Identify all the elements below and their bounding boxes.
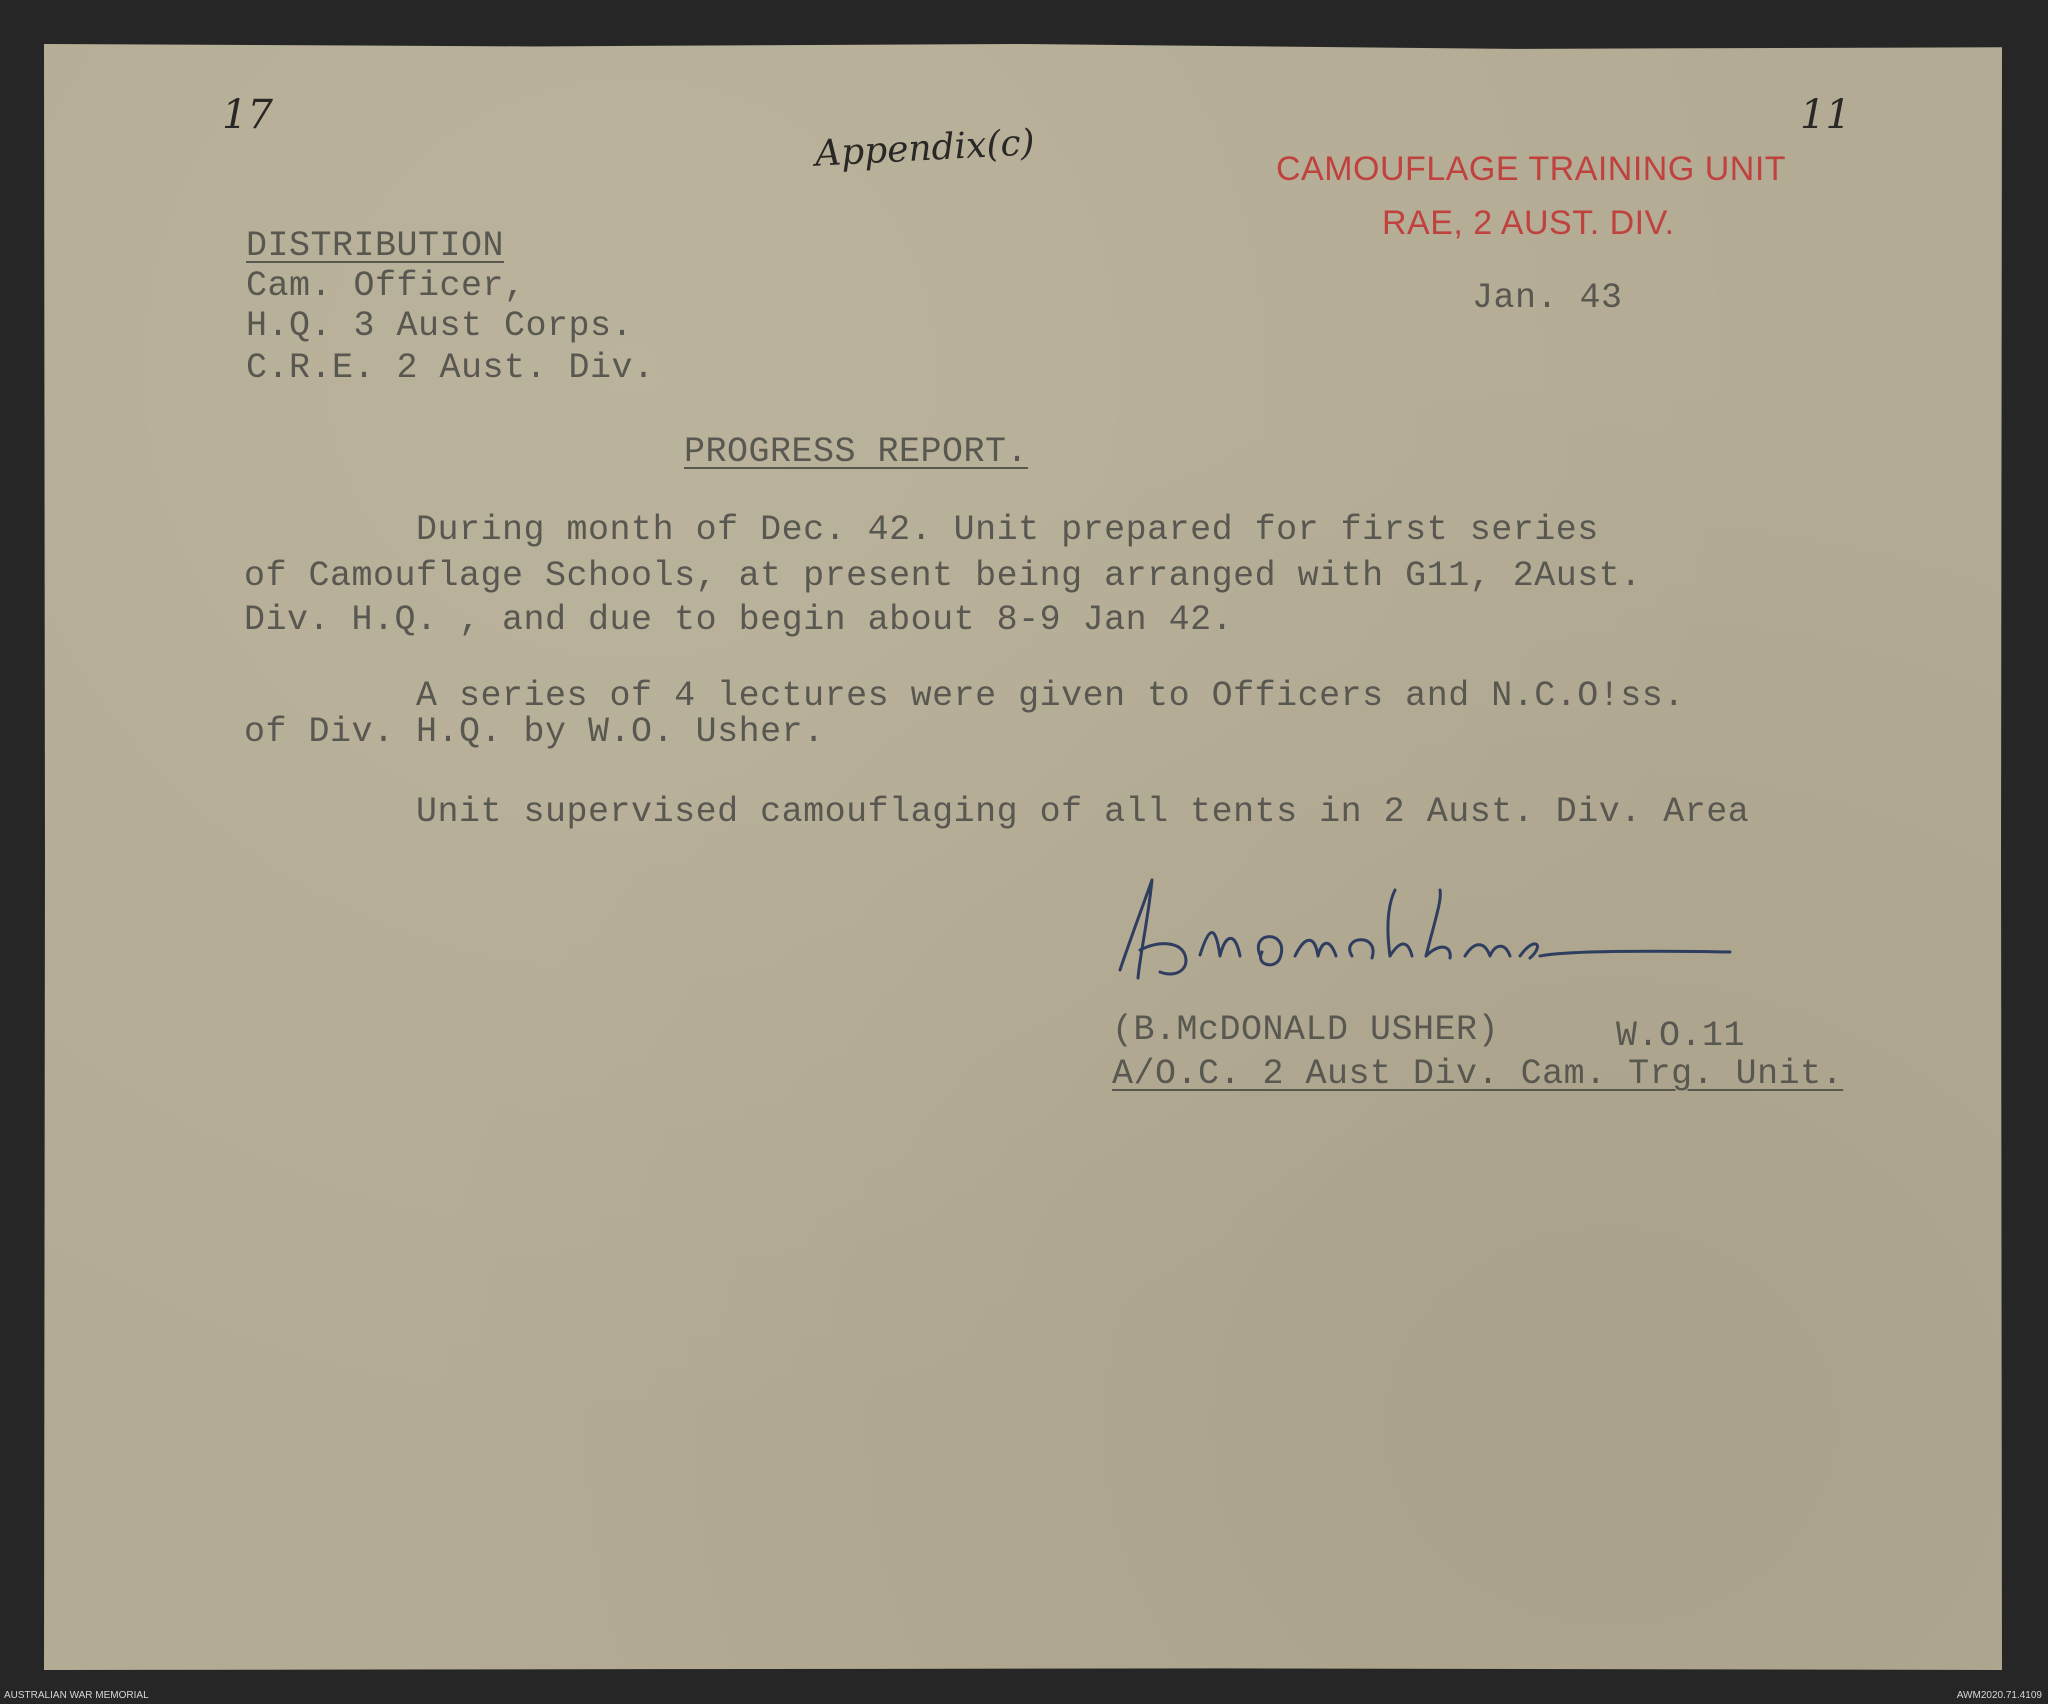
report-paragraph-line: A series of 4 lectures were given to Officers and N.C.O!ss. (244, 676, 1685, 716)
report-paragraph-line: During month of Dec. 42. Unit prepared for first series (244, 510, 1599, 550)
signatory-name: (B.McDONALD USHER) (1112, 1010, 1500, 1050)
appendix-annotation: Appendix(c) (814, 122, 1036, 175)
handwritten-signature (1090, 860, 1750, 1000)
document-date: Jan. 43 (1472, 278, 1623, 318)
signatory-title: A/O.C. 2 Aust Div. Cam. Trg. Unit. (1112, 1054, 1844, 1094)
footer-accession-number: AWM2020.71.4109 (1956, 1690, 2042, 1701)
distribution-heading: DISTRIBUTION (246, 226, 505, 266)
footer-archive-name: AUSTRALIAN WAR MEMORIAL (4, 1690, 149, 1701)
distribution-line: Cam. Officer, (246, 266, 526, 306)
report-paragraph-line: Unit supervised camouflaging of all tents in 2 Aust. Div. Area (244, 792, 1750, 832)
signatory-rank: W.O.11 (1616, 1016, 1746, 1056)
unit-stamp-line-2: RAE, 2 AUST. DIV. (1382, 204, 1675, 242)
folio-mark-left: 17 (222, 92, 273, 138)
folio-mark-right: 11 (1800, 92, 1851, 138)
report-paragraph-line: of Div. H.Q. by W.O. Usher. (244, 712, 825, 752)
unit-stamp-line-1: CAMOUFLAGE TRAINING UNIT (1276, 150, 1787, 188)
distribution-line: H.Q. 3 Aust Corps. (246, 306, 634, 346)
report-paragraph-line: of Camouflage Schools, at present being arranged with G11, 2Aust. (244, 556, 1642, 596)
distribution-line: C.R.E. 2 Aust. Div. (246, 348, 655, 388)
report-title: PROGRESS REPORT. (684, 432, 1029, 472)
report-paragraph-line: Div. H.Q. , and due to begin about 8-9 Jan 42. (244, 600, 1234, 640)
